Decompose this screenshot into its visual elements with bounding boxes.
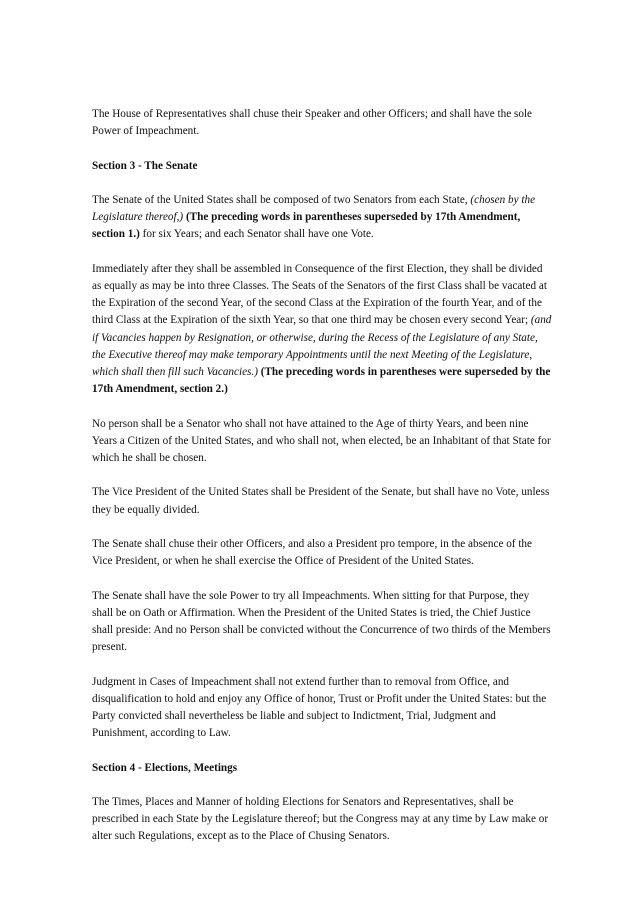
text-run: The Senate of the United States shall be composed of two Senators from each State,: [92, 193, 468, 206]
section-heading-elections: Section 4 - Elections, Meetings: [92, 761, 238, 774]
paragraph-senate-officers: The Senate shall chuse their other Officers, and also a President pro tempore, in the absence of the Vice President, or when he shall exercise the Office of President of the United States.: [92, 537, 532, 568]
paragraph-vice-president: The Vice President of the United States shall be President of the Senate, but shall have no Vote, unless they be equally divided.: [92, 486, 550, 516]
document-body: [92, 106, 552, 863]
italic-superseded-text: (and if Vacancies happen by Resignation, or otherwise, during the Recess of the Legislature of any State, the Executive thereof may make temporary Appointments until the next Meeting of the Legislature, which shall then fill such Vacancies.): [92, 314, 552, 378]
bold-amendment-note: (The preceding words in parentheses superseded by 17th Amendment, section 1.): [92, 211, 521, 241]
paragraph-elections: The Times, Places and Manner of holding Elections for Senators and Representatives, shall be prescribed in each State by the Legislature thereof; but the Congress may at any time by Law make or alter such Regulations, except as to the Place of Chusing Senators.: [92, 795, 549, 843]
text-run: for six Years; and each Senator shall have one Vote.: [142, 228, 374, 241]
italic-superseded-text: (chosen by the Legislature thereof,): [92, 193, 536, 224]
paragraph-impeachment-trials: The Senate shall have the sole Power to try all Impeachments. When sitting for that Purpose, they shall be on Oath or Affirmation. When the President of the United States is tried, the Chief Justice shall preside: And no Person shall be convicted without the Concurrence of two thirds of the Members present.: [92, 589, 551, 654]
paragraph-senate-classes: [92, 261, 552, 399]
bold-amendment-note: (The preceding words in parentheses were superseded by the 17th Amendment, section 2.): [92, 366, 551, 396]
paragraph-impeachment-judgment: Judgment in Cases of Impeachment shall not extend further than to removal from Office, and disqualification to hold and enjoy any Office of honor, Trust or Profit under the United States: but the Party convicted shall nevertheless be liable and subject to Indictment, Trial, Judgment and Punishment, according to Law.: [92, 675, 547, 740]
section-heading-senate: Section 3 - The Senate: [92, 159, 198, 172]
paragraph-senate-composition: [92, 192, 552, 244]
text-run: Immediately after they shall be assembled in Consequence of the first Election, they shall be divided as equally as may be into three Classes. The Seats of the Senators of the first Class shall be vacated at the Expiration of the second Year, of the second Class at the Expiration of the fourth Year, and of the third Class at the Expiration of the sixth Year, so that one third may be chosen every second Year;: [92, 262, 547, 327]
paragraph-house-speaker: The House of Representatives shall chuse their Speaker and other Officers; and shall have the sole Power of Impeachment.: [92, 108, 532, 138]
paragraph-senator-qualifications: No person shall be a Senator who shall not have attained to the Age of thirty Years, and been nine Years a Citizen of the United States, and who shall not, when elected, be an Inhabitant of that State for which he shall be chosen.: [92, 417, 551, 464]
